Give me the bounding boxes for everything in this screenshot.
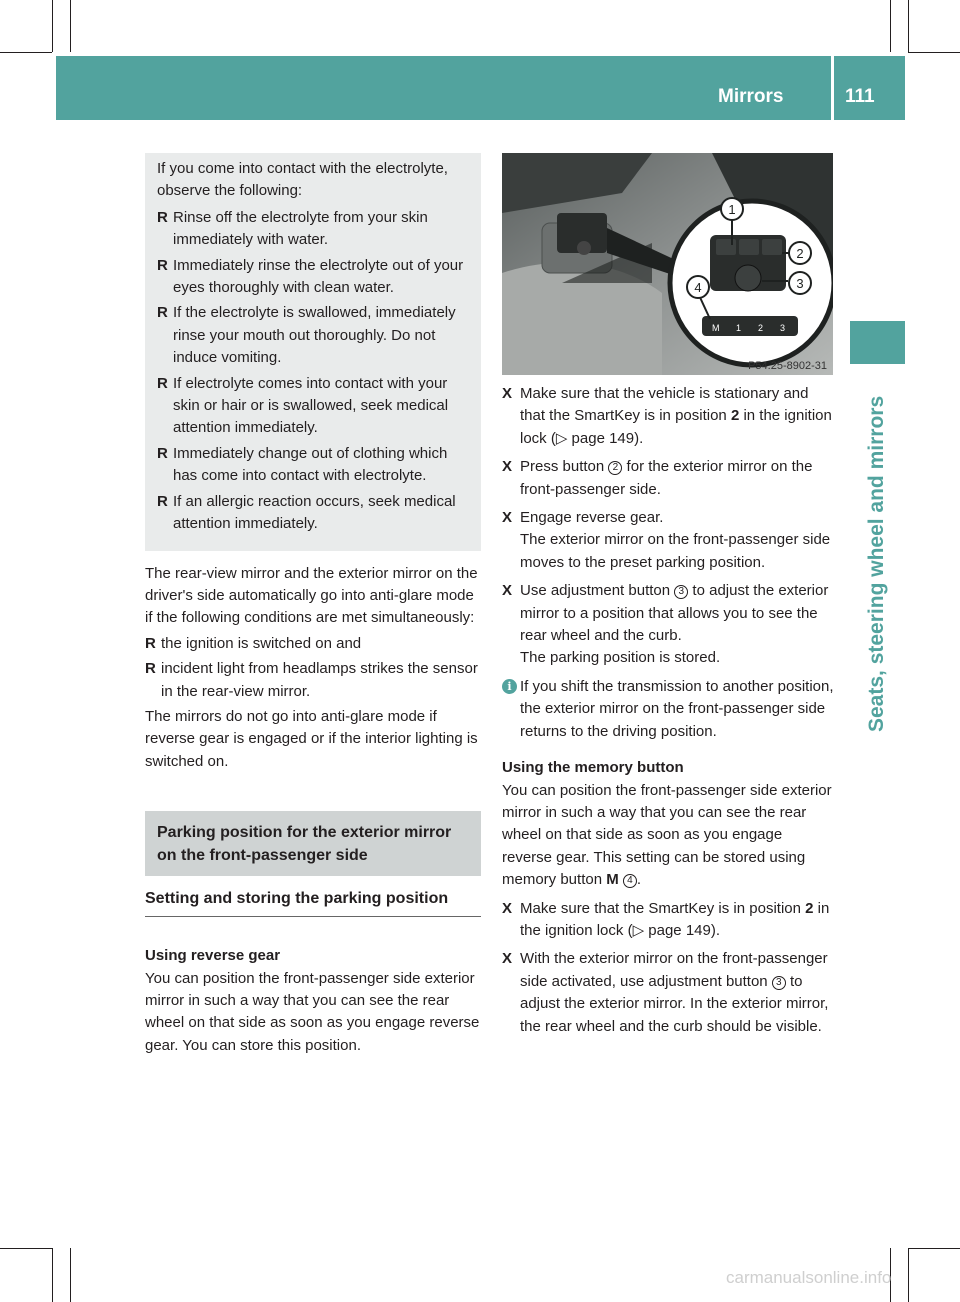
crop-mark <box>70 0 71 52</box>
crop-mark <box>52 1248 53 1302</box>
list-item: X Use adjustment button 3 to adjust the exterior mirror to a position that allows you to see the rear wheel and the curb. The parking position is stored. <box>502 582 829 667</box>
section-tab-label: Seats, steering wheel and mirrors <box>865 395 888 732</box>
section-heading: Parking position for the exterior mirror on the front-passenger side <box>157 824 452 865</box>
step-icon: X <box>502 385 513 402</box>
list-item: X Make sure that the SmartKey is in position 2 in the ignition lock (▷ page 149). <box>502 899 830 939</box>
list-item: R incident light from headlamps strikes the sensor in the rear-view mirror. <box>145 660 478 700</box>
callout-4: 4 <box>694 280 702 295</box>
page-number: 111 <box>845 86 875 107</box>
crop-mark <box>0 52 52 53</box>
memory-button-label: 2 <box>758 323 764 333</box>
list-item: X Press button 2 for the exterior mirror on the front-passenger side. <box>502 458 813 498</box>
list-item: X Make sure that the vehicle is stationary and that the SmartKey is in position 2 in the ignition lock (▷ page 149). <box>502 385 832 447</box>
callout-3-icon: 3 <box>772 976 786 990</box>
list-item: R the ignition is switched on and <box>145 633 481 655</box>
memory-steps-list <box>502 898 835 1038</box>
callout-2-icon: 2 <box>608 461 622 475</box>
step-icon: X <box>502 582 513 600</box>
step-icon: X <box>502 899 513 917</box>
list-item: X With the exterior mirror on the front-passenger side activated, use adjustment button 3 to adjust the exterior mirror. In the exterior mirror, the rear wheel and the curb should be visible. <box>502 950 829 1035</box>
watermark: carmanualsonline.info <box>726 1268 892 1287</box>
crop-mark <box>908 52 960 53</box>
info-icon: i <box>502 679 517 694</box>
crop-mark <box>52 0 53 52</box>
bullet-icon: R <box>157 256 168 274</box>
memory-button-label: M <box>712 323 720 333</box>
info-text: If you shift the transmission to another position, the exterior mirror on the front-passenger side returns to the driving position. <box>520 677 834 740</box>
crop-mark <box>908 1248 909 1302</box>
page-title: Mirrors <box>718 86 784 107</box>
section-heading-box <box>145 811 481 876</box>
step-icon: X <box>502 458 513 476</box>
list-item: X Engage reverse gear. The exterior mirror on the front-passenger side moves to the preset parking position. <box>502 509 831 571</box>
callout-2: 2 <box>796 246 804 261</box>
callout-1: 1 <box>728 202 736 217</box>
reverse-gear-heading: Using reverse gear <box>145 947 281 965</box>
crop-mark <box>70 1248 71 1302</box>
page-ref-icon: ▷ <box>555 429 568 447</box>
memory-button-label: 1 <box>736 323 742 333</box>
crop-mark <box>0 1248 52 1249</box>
steps-list <box>502 383 835 670</box>
callout-4-icon: 4 <box>623 874 637 888</box>
header-divider <box>831 56 834 120</box>
reverse-gear-paragraph: You can position the front-passenger side exterior mirror in such a way that you can see the rear wheel on that side as soon as you engage reverse gear. You can store this position. <box>145 969 480 1054</box>
door-controls-illustration <box>502 153 833 375</box>
list-item: R Immediately rinse the electrolyte out of your eyes thoroughly with clean water. <box>157 256 464 297</box>
bullet-icon: R <box>157 208 168 226</box>
anti-glare-exception-paragraph: The mirrors do not go into anti-glare mode if reverse gear is engaged or if the interior lighting is switched on. <box>145 707 478 770</box>
bullet-icon: R <box>157 492 168 510</box>
bullet-icon: R <box>157 374 168 392</box>
list-item: R Rinse off the electrolyte from your skin immediately with water. <box>157 208 428 249</box>
left-column <box>145 153 481 1057</box>
list-item: R If the electrolyte is swallowed, immediately rinse your mouth out thoroughly. Do not induce vomiting. <box>157 304 456 367</box>
crop-mark <box>908 0 909 52</box>
warning-list <box>157 207 473 536</box>
crop-mark <box>890 0 891 52</box>
right-column <box>502 153 835 1044</box>
memory-button-label: 3 <box>780 323 786 333</box>
anti-glare-paragraph: The rear-view mirror and the exterior mirror on the driver's side automatically go into anti-glare mode if the following conditions are met simultaneously: <box>145 564 478 627</box>
list-item: R Immediately change out of clothing which has come into contact with electrolyte. <box>157 444 448 485</box>
memory-button-paragraph: You can position the front-passenger side exterior mirror in such a way that you can see the rear wheel on that side as soon as you engage reverse gear. This setting can be stored using memory button M 4 . <box>502 781 832 889</box>
memory-button-heading: Using the memory button <box>502 759 684 777</box>
bullet-icon: R <box>157 304 168 322</box>
section-tab-block <box>850 321 905 364</box>
figure-code: P54.25-8902-31 <box>748 360 827 372</box>
bullet-icon: R <box>157 444 168 462</box>
page-ref-icon: ▷ <box>632 921 645 939</box>
crop-mark <box>908 1248 960 1249</box>
info-note <box>502 676 835 743</box>
door-controls-photo <box>502 153 833 375</box>
subsection-heading: Setting and storing the parking position <box>145 876 481 917</box>
warning-intro: If you come into contact with the electrolyte, observe the following: <box>157 160 448 200</box>
list-item: R If an allergic reaction occurs, seek medical attention immediately. <box>157 492 456 533</box>
list-item: R If electrolyte comes into contact with your skin or hair or is swallowed, seek medical attention immediately. <box>157 374 449 437</box>
callout-3: 3 <box>796 276 804 291</box>
bullet-icon: R <box>145 634 156 652</box>
warning-box <box>145 153 481 551</box>
step-icon: X <box>502 950 513 968</box>
bullet-icon: R <box>145 660 156 678</box>
section-tab <box>865 372 897 732</box>
conditions-list <box>145 633 481 703</box>
callout-3-icon: 3 <box>674 585 688 599</box>
step-icon: X <box>502 509 513 527</box>
